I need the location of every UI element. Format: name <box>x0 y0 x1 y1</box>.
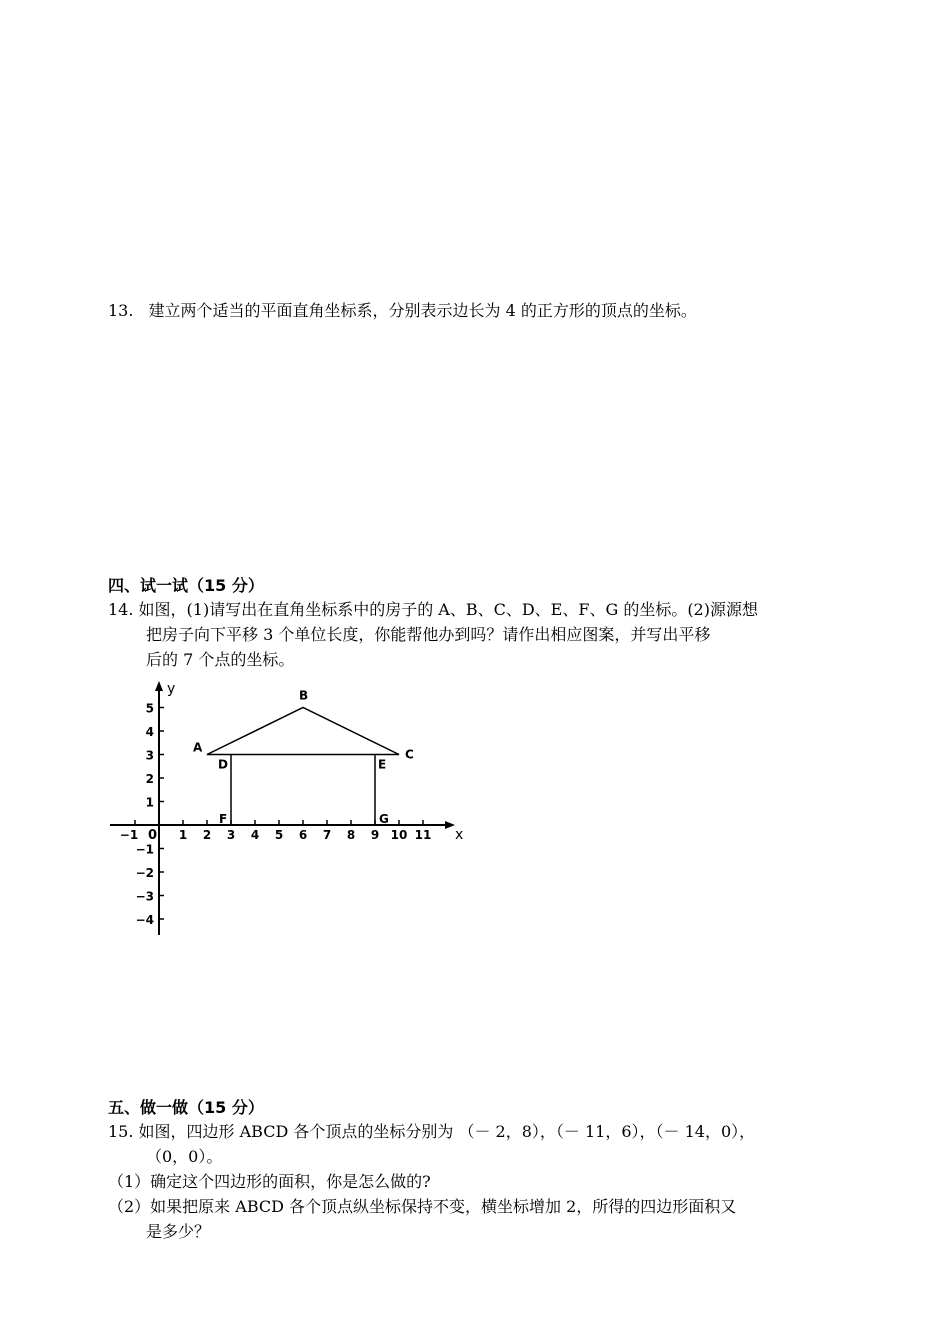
roof-triangle <box>207 708 399 755</box>
point-label-e: E <box>378 757 387 772</box>
x-tick-label: 8 <box>346 828 356 842</box>
question-15-sub-2-line-2: 是多少？ <box>146 1222 211 1241</box>
section-5-heading: 五、做一做（15 分） <box>108 1098 264 1117</box>
point-label-f: F <box>219 812 228 826</box>
x-axis-label: x <box>455 827 464 843</box>
y-tick-label: 2 <box>145 772 154 786</box>
house-coordinate-figure <box>105 675 485 944</box>
y-tick-label: −1 <box>135 842 154 857</box>
labels <box>120 681 464 927</box>
point-label-b: B <box>299 688 309 703</box>
x-tick-label: 2 <box>202 828 212 842</box>
x-tick-label: 4 <box>250 828 260 842</box>
point-label-d: D <box>218 757 228 772</box>
x-tick-label: 6 <box>298 828 308 842</box>
axes <box>110 681 455 935</box>
y-tick-label: 3 <box>145 748 154 763</box>
house-shape <box>207 708 399 826</box>
question-15-line-1: 15. 如图，四边形 ABCD 各个顶点的坐标分别为 （－ 2，8），（－ 11，6），（－ 14，0）， <box>108 1122 756 1141</box>
y-tick-label: −4 <box>135 913 154 927</box>
section-4-heading: 四、试一试（15 分） <box>108 576 264 595</box>
question-13-text: 建立两个适当的平面直角坐标系，分别表示边长为 4 的正方形的顶点的坐标。 <box>148 301 697 320</box>
question-14-line-1: 14. 如图，(1)请写出在直角坐标系中的房子的 A、B、C、D、E、F、G 的坐标。(2)源源想 <box>108 600 758 619</box>
x-tick-label: 5 <box>274 828 284 842</box>
origin-label: 0 <box>148 828 158 843</box>
question-15-sub-2-line-1: （2）如果把原来 ABCD 各个顶点纵坐标保持不变，横坐标增加 2，所得的四边形面积又 <box>108 1197 737 1216</box>
x-tick-label: 9 <box>370 828 380 842</box>
y-tick-label: −3 <box>135 889 154 904</box>
question-15-line-2: （0，0）。 <box>146 1147 223 1166</box>
question-13-number: 13. <box>108 301 134 320</box>
point-label-g: G <box>379 812 389 826</box>
x-tick-label: 11 <box>414 828 432 842</box>
question-15-sub-1: （1）确定这个四边形的面积，你是怎么做的? <box>108 1172 431 1191</box>
x-tick-label: 1 <box>178 828 188 842</box>
x-tick-label: 3 <box>226 828 236 842</box>
question-13 <box>108 300 697 322</box>
y-tick-label: 4 <box>145 725 154 739</box>
y-tick-label: 1 <box>145 795 154 810</box>
question-14-line-2: 把房子向下平移 3 个单位长度，你能帮他办到吗？请作出相应图案，并写出平移 <box>146 625 711 644</box>
y-tick-label: −2 <box>135 866 154 880</box>
y-tick-label: 5 <box>145 701 154 716</box>
x-tick-label: 7 <box>322 828 332 842</box>
point-label-c: C <box>405 747 414 762</box>
x-tick-label: −1 <box>119 828 139 842</box>
x-tick-label: 10 <box>390 828 408 842</box>
y-axis-label: y <box>167 681 176 697</box>
coordinate-plane <box>105 675 485 940</box>
question-14-line-3: 后的 7 个点的坐标。 <box>146 650 295 669</box>
y-axis-arrow <box>155 681 163 691</box>
x-axis-arrow <box>445 821 455 829</box>
point-label-a: A <box>193 740 203 755</box>
